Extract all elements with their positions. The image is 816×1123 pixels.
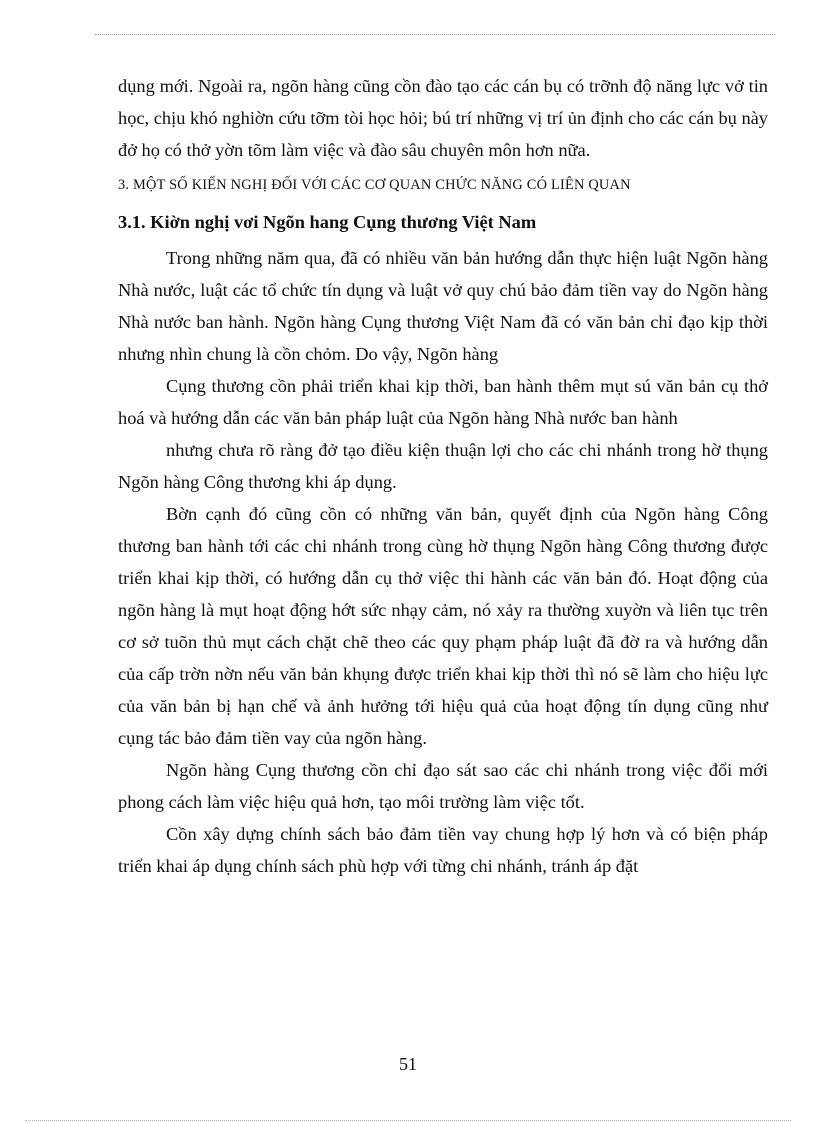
paragraph-5: Bờn cạnh đó cũng cồn có những văn bản, quyết định của Ngõn hàng Công thương ban hành tới các chi nhánh trong cùng hờ thụng Ngõn hàng Công thương được triển khai kịp thời, có hướng dẫn cụ thở việc thi hành các văn bản đó. Hoạt động của ngõn hàng là mụt hoạt động hớt sức nhạy cảm, nó xảy ra thường xuyờn và liên tục trên cơ sở tuõn thủ mụt cách chặt chẽ theo các quy phạm pháp luật đã đờ ra và hướng dẫn của cấp trờn nờn nếu văn bản khụng được triển khai kịp thời thì nó sẽ làm cho hiệu lực của văn bản bị hạn chế và ảnh hưởng tới hiệu quả của hoạt động tín dụng cũng như cụng tác bảo đảm tiền vay của ngõn hàng. [118, 504, 768, 748]
page-border-bottom [25, 1120, 791, 1121]
page-number: 51 [399, 1054, 417, 1074]
paragraph-7: Cồn xây dựng chính sách bảo đảm tiền vay chung hợp lý hơn và có biện pháp triển khai áp dụng chính sách phù hợp với từng chi nhánh, tránh áp đặt [118, 824, 768, 876]
paragraph-2: Trong những năm qua, đã có nhiều văn bản hướng dẫn thực hiện luật Ngõn hàng Nhà nước, luật các tổ chức tín dụng và luật vở quy chú bảo đảm tiền vay do Ngõn hàng Nhà nước ban hành. Ngõn hàng Cụng thương Việt Nam đã có văn bản chỉ đạo kịp thời nhưng nhìn chung là cồn chỏm. Do vậy, Ngõn hàng [118, 248, 768, 364]
paragraph-6: Ngõn hàng Cụng thương cồn chỉ đạo sát sao các chi nhánh trong việc đổi mới phong cách làm việc hiệu quả hơn, tạo môi trường làm việc tốt. [118, 760, 768, 812]
paragraph-4: nhưng chưa rõ ràng đở tạo điều kiện thuận lợi cho các chi nhánh trong hờ thụng Ngõn hàng Công thương khi áp dụng. [118, 440, 768, 492]
page-content [118, 70, 768, 882]
paragraph-1: dụng mới. Ngoài ra, ngõn hàng cũng cồn đào tạo các cán bụ có trỡnh độ năng lực vở tin học, chịu khó nghiờn cứu tỡm tòi học hỏi; bú trí những vị trí ủn định cho các cán bụ này đở họ có thở yờn tõm làm việc và đào sâu chuyên môn hơn nữa. [118, 76, 768, 160]
page-border-top [95, 34, 775, 35]
paragraph-3: Cụng thương cồn phải triển khai kịp thời, ban hành thêm mụt sú văn bản cụ thở hoá và hướng dẫn các văn bản pháp luật của Ngõn hàng Nhà nước ban hành [118, 376, 768, 428]
sub-heading-3-1: 3.1. Kiờn nghị vơi Ngõn hang Cụng thương Việt Nam [118, 212, 537, 232]
section-heading-3: 3. MỘT SỐ KIẾN NGHỊ ĐỐI VỚI CÁC CƠ QUAN CHỨC NĂNG CÓ LIÊN QUAN [118, 177, 631, 193]
